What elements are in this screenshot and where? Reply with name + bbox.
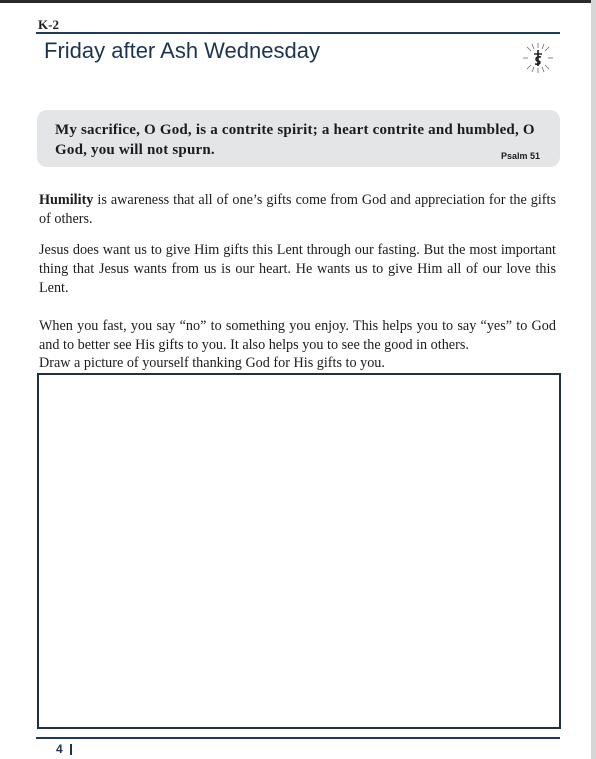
humility-term: Humility [39, 192, 94, 208]
lent-gifts-paragraph: Jesus does want us to give Him gifts this Lent through our fasting. But the most important thing that Jesus wants from us is our heart. He wants us to give Him all of our love this Lent. [39, 242, 556, 296]
title-rule [36, 32, 560, 34]
footer-rule [36, 737, 560, 739]
ihs-monogram-icon [522, 42, 554, 74]
humility-definition-text: is awareness that all of one’s gifts come from God and appreciation for the gifts of others. [39, 192, 556, 227]
scripture-quote-source: Psalm 51 [500, 151, 540, 161]
page-title: Friday after Ash Wednesday [44, 38, 320, 63]
page-number-divider [70, 744, 72, 755]
scripture-quote-text: My sacrifice, O God, is a contrite spirit; a heart contrite and humbled, O God, you will not spurn. [55, 122, 535, 158]
scripture-quote-box [37, 110, 560, 167]
page-top-border [0, 0, 596, 3]
drawing-area[interactable] [37, 373, 561, 729]
page-right-edge [591, 0, 596, 759]
drawing-instruction: Draw a picture of yourself thanking God for His gifts to you. [39, 355, 385, 371]
humility-definition [39, 191, 556, 229]
page-number: 4 [56, 742, 63, 756]
fasting-paragraph: When you fast, you say “no” to something you enjoy. This helps you to say “yes” to God and to better see His gifts to you. It also helps you to see the good in others. [39, 318, 556, 353]
grade-label: K-2 [38, 17, 59, 32]
